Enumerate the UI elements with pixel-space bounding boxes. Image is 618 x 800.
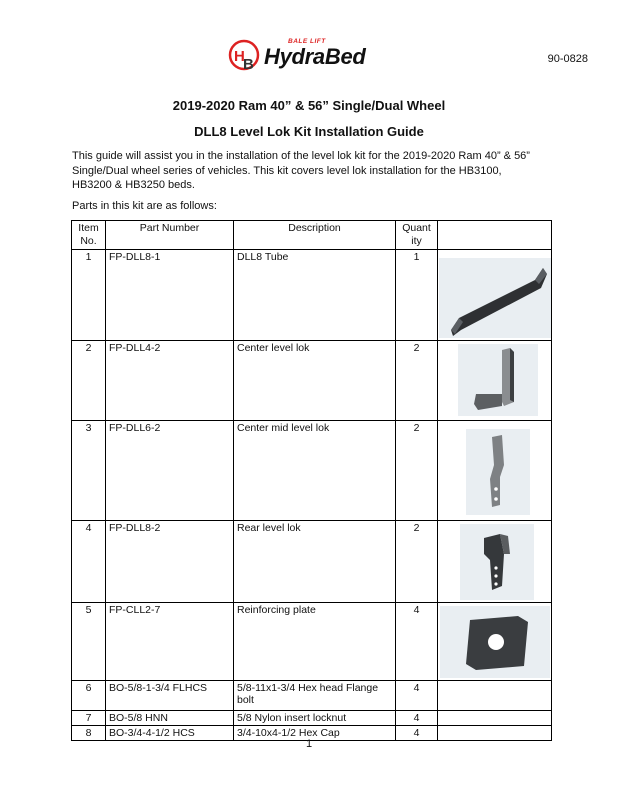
cell-qty: 2	[396, 421, 438, 521]
cell-qty: 2	[396, 341, 438, 421]
cell-item: 2	[72, 341, 106, 421]
table-row	[72, 603, 552, 681]
header-part-number: Part Number	[106, 221, 234, 250]
center-level-lok-icon	[458, 344, 538, 416]
cell-item: 4	[72, 521, 106, 603]
cell-item: 5	[72, 603, 106, 681]
header-description: Description	[234, 221, 396, 250]
hydrabed-logo	[228, 37, 388, 77]
cell-image-empty	[438, 711, 552, 726]
cell-part: FP-DLL6-2	[106, 421, 234, 521]
cell-desc: 3/4-10x4-1/2 Hex Cap	[234, 726, 396, 741]
part-image-reinforcing-plate	[438, 603, 552, 681]
page-number: 1	[305, 738, 313, 750]
table-row	[72, 521, 552, 603]
parts-intro: Parts in this kit are as follows:	[72, 200, 217, 212]
cell-qty: 4	[396, 603, 438, 681]
cell-part: FP-DLL4-2	[106, 341, 234, 421]
table-row	[72, 421, 552, 521]
cell-item: 7	[72, 711, 106, 726]
table-header-row	[72, 221, 552, 250]
logo-brand-text: HydraBed	[264, 44, 366, 69]
cell-desc: 5/8-11x1-3/4 Hex head Flange bolt	[234, 681, 396, 711]
logo-tagline: BALE LIFT	[288, 38, 326, 45]
cell-desc: Rear level lok	[234, 521, 396, 603]
header-item-no: Item No.	[72, 221, 106, 250]
cell-item: 3	[72, 421, 106, 521]
cell-qty: 4	[396, 726, 438, 741]
cell-part: FP-DLL8-2	[106, 521, 234, 603]
cell-qty: 4	[396, 711, 438, 726]
svg-text:B: B	[243, 56, 254, 73]
cell-qty: 4	[396, 681, 438, 711]
center-mid-level-lok-icon	[466, 429, 530, 515]
cell-desc: Reinforcing plate	[234, 603, 396, 681]
cell-desc: Center level lok	[234, 341, 396, 421]
cell-qty: 2	[396, 521, 438, 603]
cell-item: 6	[72, 681, 106, 711]
parts-table	[71, 220, 552, 741]
cell-desc: DLL8 Tube	[234, 250, 396, 341]
cell-part: BO-5/8-1-3/4 FLHCS	[106, 681, 234, 711]
part-image-center-level-lok	[438, 341, 552, 421]
logo-emblem-icon	[228, 39, 262, 75]
cell-part: BO-5/8 HNN	[106, 711, 234, 726]
cell-item: 8	[72, 726, 106, 741]
table-row	[72, 250, 552, 341]
cell-image-empty	[438, 681, 552, 711]
cell-part: FP-CLL2-7	[106, 603, 234, 681]
header-image	[438, 221, 552, 250]
cell-part: FP-DLL8-1	[106, 250, 234, 341]
cell-desc: Center mid level lok	[234, 421, 396, 521]
table-row	[72, 681, 552, 711]
cell-part: BO-3/4-4-1/2 HCS	[106, 726, 234, 741]
part-image-center-mid-level-lok	[438, 421, 552, 521]
header-quantity: Quant ity	[396, 221, 438, 250]
part-image-rear-level-lok	[438, 521, 552, 603]
intro-paragraph: This guide will assist you in the installation of the level lok kit for the 2019-2020 Ram 40” & 56” Single/Dual wheel series of vehicles. This kit covers level lok installation for the HB3100, HB3200 & HB3250 beds.	[72, 150, 530, 191]
document-title: 2019-2020 Ram 40” & 56” Single/Dual Wheel	[172, 98, 446, 113]
table-row	[72, 711, 552, 726]
document-subtitle: DLL8 Level Lok Kit Installation Guide	[194, 124, 424, 139]
document-number: 90-0828	[547, 53, 588, 65]
cell-qty: 1	[396, 250, 438, 341]
part-image-dll8-tube	[438, 250, 552, 341]
svg-text:H: H	[234, 48, 245, 65]
rear-level-lok-icon	[460, 524, 534, 600]
cell-item: 1	[72, 250, 106, 341]
table-row	[72, 341, 552, 421]
reinforcing-plate-icon	[440, 606, 550, 678]
cell-desc: 5/8 Nylon insert locknut	[234, 711, 396, 726]
dll8-tube-icon	[439, 258, 551, 338]
